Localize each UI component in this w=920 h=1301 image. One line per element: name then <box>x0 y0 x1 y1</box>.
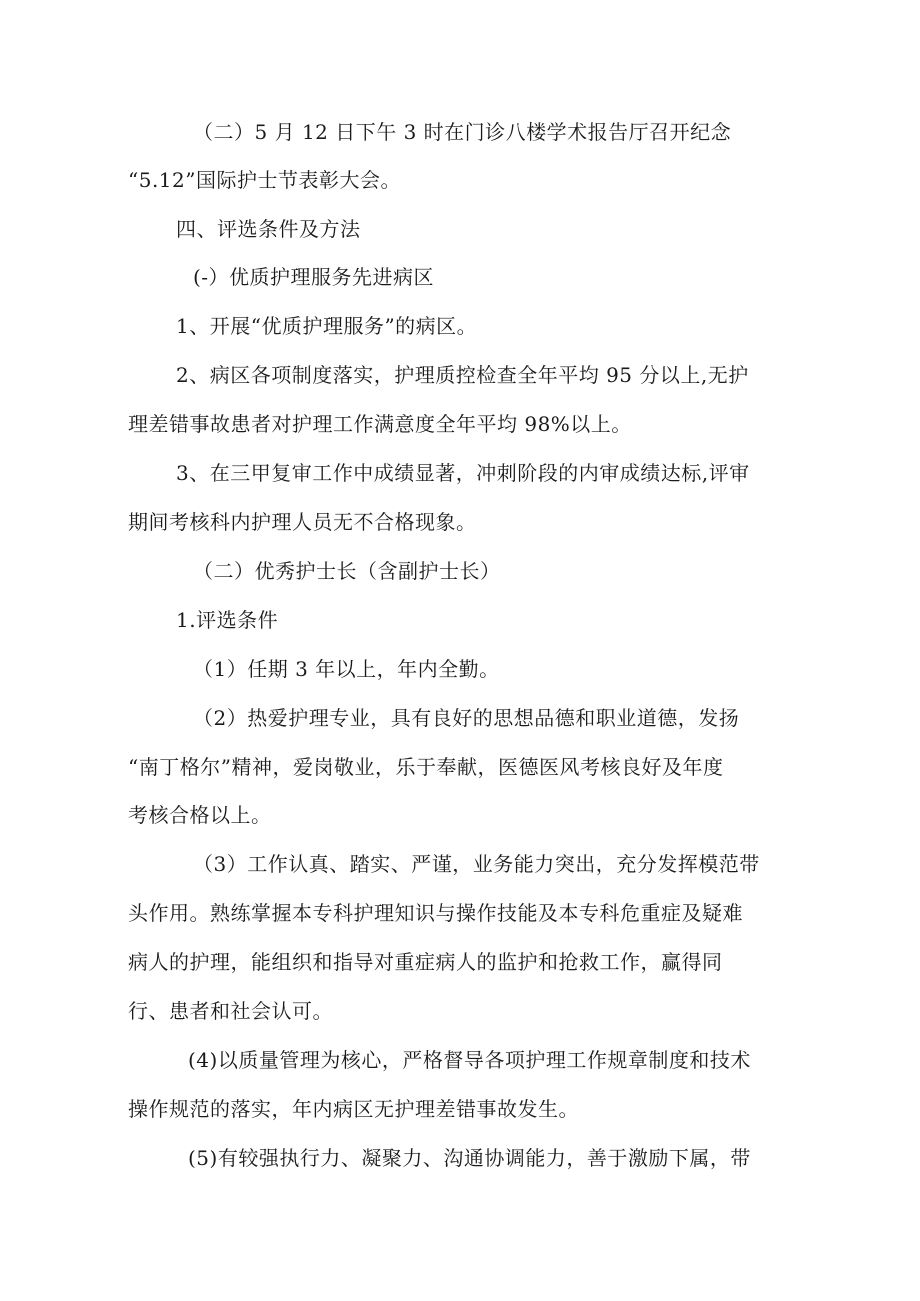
paragraph-line-2: “5.12”国际护士节表彰大会。 <box>128 168 401 192</box>
subheading-criteria: 1.评选条件 <box>176 608 279 632</box>
subsection-heading-1: (-）优质护理服务先进病区 <box>193 265 435 289</box>
paragraph-line-14: 病人的护理，能组织和指导对重症病人的监护和抢救工作，赢得同 <box>128 950 723 974</box>
paragraph-line-18: (5)有较强执行力、凝聚力、沟通协调能力，善于激励下属，带 <box>188 1146 751 1170</box>
section-heading-4: 四、评选条件及方法 <box>176 217 361 241</box>
paragraph-line-1: （二）5 月 12 日下午 3 时在门诊八楼学术报告厅召开纪念 <box>193 120 732 144</box>
paragraph-line-13: 头作用。熟练掌握本专科护理知识与操作技能及本专科危重症及疑难 <box>128 901 743 925</box>
paragraph-line-6: 3、在三甲复审工作中成绩显著，冲刺阶段的内审成绩达标,评审 <box>176 461 750 485</box>
paragraph-line-7: 期间考核科内护理人员无不合格现象。 <box>128 510 477 534</box>
paragraph-line-12: （3）工作认真、踏实、严谨，业务能力突出，充分发挥模范带 <box>193 852 760 876</box>
paragraph-line-5: 理差错事故患者对护理工作满意度全年平均 98%以上。 <box>128 412 632 436</box>
paragraph-line-16: (4)以质量管理为核心，严格督导各项护理工作规章制度和技术 <box>188 1048 751 1072</box>
paragraph-line-4: 2、病区各项制度落实，护理质控检查全年平均 95 分以上,无护 <box>176 363 749 387</box>
paragraph-line-8: （1）任期 3 年以上，年内全勤。 <box>193 657 500 681</box>
paragraph-line-11: 考核合格以上。 <box>128 803 272 827</box>
paragraph-line-3: 1、开展“优质护理服务”的病区。 <box>176 314 478 338</box>
paragraph-line-9: （2）热爱护理专业，具有良好的思想品德和职业道德，发扬 <box>193 706 740 730</box>
subsection-heading-2: （二）优秀护士长（含副护士长） <box>193 559 501 583</box>
paragraph-line-17: 操作规范的落实，年内病区无护理差错事故发生。 <box>128 1097 579 1121</box>
paragraph-line-10: “南丁格尔”精神，爱岗敬业，乐于奉献，医德医风考核良好及年度 <box>128 755 724 779</box>
paragraph-line-15: 行、患者和社会认可。 <box>128 999 333 1023</box>
